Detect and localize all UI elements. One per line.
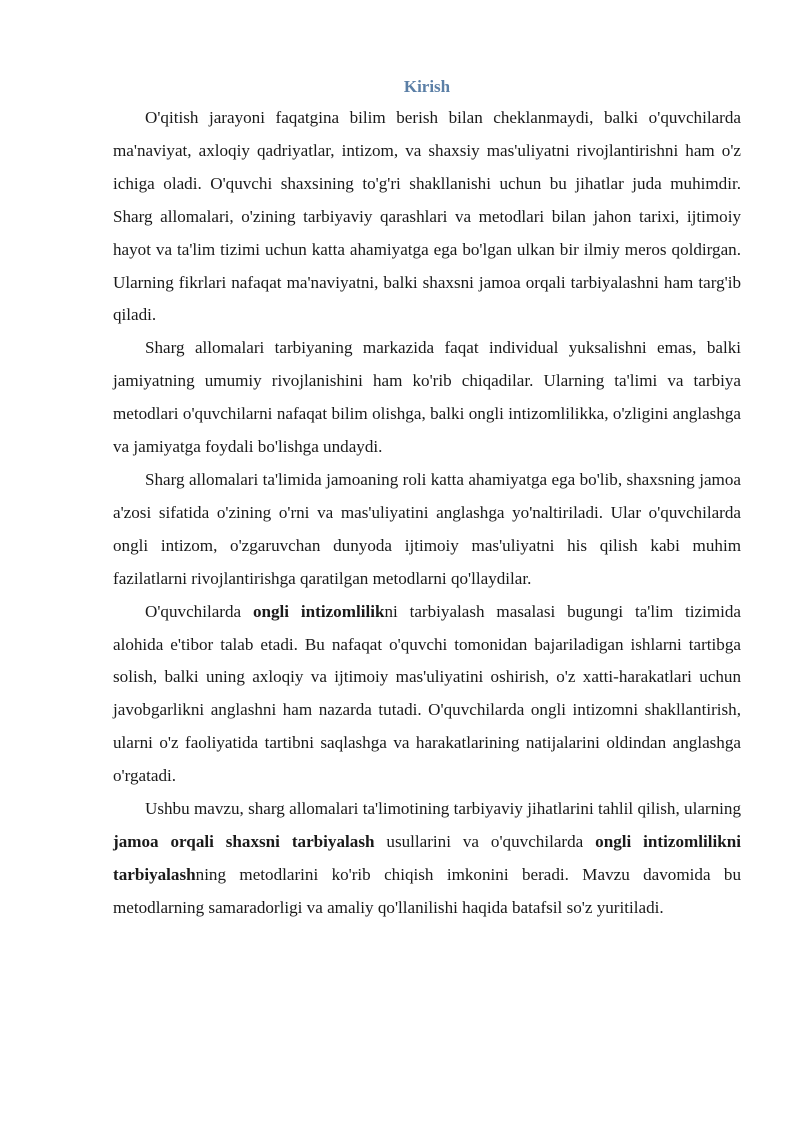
paragraph-text: ning metodlarini ko'rib chiqish imkonini beradi. Mavzu davomida bu metodlarning samaradorligi va amaliy qo'llanilishi haqida batafsil so'z yuritiladi. xyxy=(113,864,741,917)
paragraph-text: O'quvchilarda xyxy=(145,601,253,621)
paragraph-text: Sharg allomalari ta'limida jamoaning roli katta ahamiyatga ega bo'lib, shaxsning jamoa a'zosi sifatida o'zining o'rni va mas'uliyatini anglashga yo'naltiriladi. Ular o'quvchilarda ongli intizom, o'zgaruvchan dunyoda ijtimoiy mas'uliyatni his qilish kabi muhim fazilatlarni rivojlantirishga qaratilgan metodlarni qo'llaydilar. xyxy=(113,469,741,588)
paragraph-text: O'qitish jarayoni faqatgina bilim berish bilan cheklanmaydi, balki o'quvchilarda ma'naviyat, axloqiy qadriyatlar, intizom, va shaxsiy mas'uliyatni rivojlantirishni ham o'z ichiga oladi. O'quvchi shaxsining to'g'ri shakllanishi uchun bu jihatlar juda muhimdir. Sharg allomalari, o'zining tarbiyaviy qarashlari va metodlari bilan jahon tarixi, ijtimoiy hayot va ta'lim tizimi uchun katta ahamiyatga ega bo'lgan ulkan bir ilmiy meros qoldirgan. Ularning fikrlari nafaqat ma'naviyatni, balki shaxsni jamoa orqali tarbiyalashni ham targ'ib qiladi. xyxy=(113,108,741,325)
section-heading: Kirish xyxy=(403,77,451,96)
paragraph-text: usullarini va o'quvchilarda xyxy=(374,831,596,851)
bold-term: ongli intizomlilik xyxy=(252,601,385,621)
paragraph-3 xyxy=(113,464,741,596)
document-page xyxy=(113,72,741,925)
paragraph-text: Sharg allomalari tarbiyaning markazida faqat individual yuksalishni emas, balki jamiyatning umumiy rivojlanishini ham ko'rib chiqadilar. Ularning ta'limi va tarbiya metodlari o'quvchilarni nafaqat bilim olishga, balki ongli intizomlilikka, o'zligini anglashga va jamiyatga foydali bo'lishga undaydi. xyxy=(113,338,741,457)
bold-term: jamoa orqali shaxsni tarbiyalash xyxy=(113,831,375,851)
paragraph-1 xyxy=(113,102,741,332)
paragraph-text: Ushbu mavzu, sharg allomalari ta'limotining tarbiyaviy jihatlarini tahlil qilish, ularning xyxy=(145,799,741,819)
paragraph-text: ni tarbiyalash masalasi bugungi ta'lim tizimida alohida e'tibor talab etadi. Bu nafaqat o'quvchi tomonidan bajariladigan ishlarni tartibga solish, balki uning axloqiy va ijtimoiy mas'uliyatini oshirish, o'z xatti-harakatlari uchun javobgarlikni anglashni ham nazarda tutadi. O'quvchilarda ongli intizomni shakllantirish, ularni o'z faoliyatida tartibni saqlashga va harakatlarining natijalarini oldindan anglashga o'rgatadi. xyxy=(113,601,741,786)
paragraph-2 xyxy=(113,332,741,464)
paragraph-5 xyxy=(113,793,741,925)
bold-term: ongli intizomlilikni tarbiyalash xyxy=(113,831,741,884)
paragraph-4 xyxy=(113,596,741,793)
